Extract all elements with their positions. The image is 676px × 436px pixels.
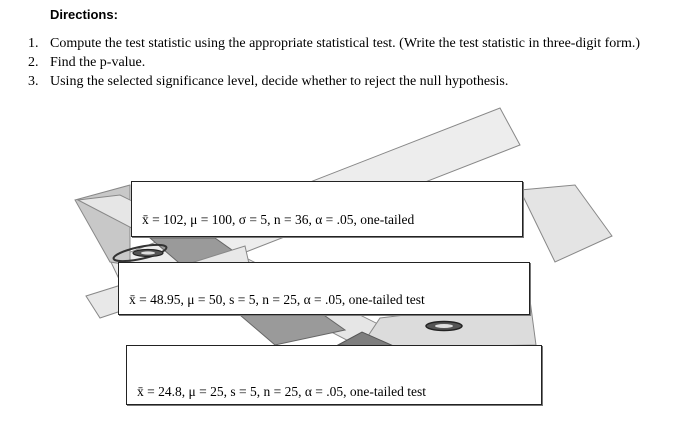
directions-heading: Directions: (50, 7, 118, 22)
problem-text: x̄ = 24.8, μ = 25, s = 5, n = 25, α = .05, one-tailed test (137, 384, 426, 399)
direction-number: 2. (28, 55, 39, 70)
direction-number: 3. (28, 74, 39, 89)
direction-text: Compute the test statistic using the appropriate statistical test. (Write the test statistic in three-digit form.) (50, 36, 641, 51)
problem-text: x̄ = 102, μ = 100, σ = 5, n = 36, α = .05, one-tailed (142, 212, 415, 227)
problem-box (118, 262, 530, 315)
problem-text: x̄ = 48.95, μ = 50, s = 5, n = 25, α = .05, one-tailed test (129, 292, 425, 307)
direction-text: Find the p-value. (50, 55, 146, 70)
direction-number: 1. (28, 36, 39, 51)
ring-icon (426, 322, 462, 331)
problem-box (131, 181, 523, 237)
decorative-strip (520, 185, 612, 262)
problem-box (126, 345, 542, 405)
direction-text: Using the selected significance level, decide whether to reject the null hypothesis. (50, 74, 509, 89)
